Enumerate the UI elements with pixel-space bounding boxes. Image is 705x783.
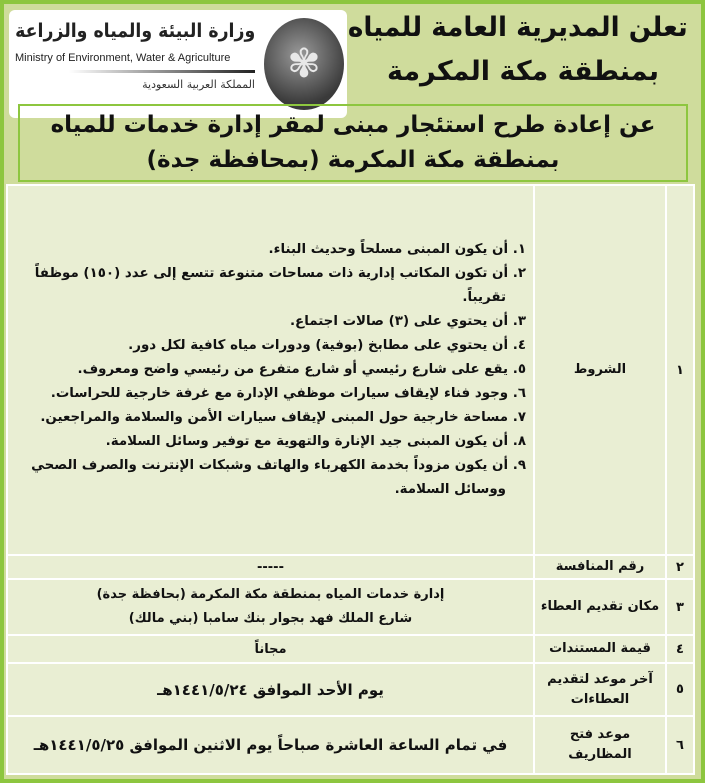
ministry-logo: [9, 10, 347, 118]
table-row: [7, 555, 694, 579]
table-row: [7, 716, 694, 774]
table-row: [7, 185, 694, 555]
country-name-line: [15, 78, 255, 94]
row-number: ٣: [666, 579, 694, 635]
row-label: قيمة المستندات: [534, 635, 666, 663]
condition-item: ٨. أن يكون المبنى جيد الإنارة والتهوية مع توفير وسائل السلامة.: [105, 434, 526, 449]
headline-line: [348, 6, 693, 50]
ministry-name-en-line: [15, 52, 255, 67]
row-label: آخر موعد لتقديم العطاءات: [534, 663, 666, 716]
row-label: موعد فتح المظاريف: [534, 716, 666, 774]
row-number: ٢: [666, 555, 694, 579]
table-row: [7, 579, 694, 635]
envelope-opening-time: في تمام الساعة العاشرة صباحاً يوم الاثنين الموافق ١٤٤١/٥/٢٥هـ: [7, 716, 534, 774]
condition-item: ٧. مساحة خارجية حول المبنى لإيقاف سيارات الأمن والسلامة والمراجعين.: [40, 410, 526, 425]
row-label: رقم المنافسة: [534, 555, 666, 579]
tender-details-table: [6, 184, 695, 775]
subtitle-text: بمنطقة مكة المكرمة (بمحافظة جدة): [146, 147, 560, 173]
subtitle: [18, 104, 688, 182]
row-number: ٦: [666, 716, 694, 774]
ministry-name-ar: وزارة البيئة والمياه والزراعة: [14, 20, 255, 42]
conditions-cell: [7, 185, 534, 555]
conditions-list: [9, 235, 532, 505]
ministry-name-ar-line: [15, 20, 255, 46]
subtitle-text: عن إعادة طرح استئجار مبنى لمقر إدارة خدمات للمياه: [50, 112, 656, 138]
palm-swords-emblem-icon: ✾: [264, 18, 344, 110]
row-number: ١: [666, 185, 694, 555]
row-number: ٥: [666, 663, 694, 716]
condition-item: ٤. أن يحتوي على مطابخ (بوفية) ودورات مياه كافية لكل دور.: [128, 338, 526, 353]
condition-item: ٦. وجود فناء لإيقاف سيارات موظفي الإدارة مع غرفة خارجية للحراسات.: [50, 386, 526, 401]
submission-deadline: يوم الأحد الموافق ١٤٤١/٥/٢٤هـ: [7, 663, 534, 716]
headline: [348, 6, 693, 96]
address-line: شارع الملك فهد بجوار بنك سامبا (بني مالك): [128, 611, 413, 626]
subtitle-line: [26, 108, 680, 143]
table-row: [7, 635, 694, 663]
submission-place: [7, 579, 534, 635]
condition-item: ١. أن يكون المبنى مسلحاً وحديث البناء.: [268, 242, 526, 257]
address-line: إدارة خدمات المياه بمنطقة مكة المكرمة (بحافظة جدة): [96, 587, 445, 602]
row-label: الشروط: [534, 185, 666, 555]
ministry-name-en: Ministry of Environment, Water & Agriculture: [15, 52, 231, 64]
headline-line: [353, 50, 693, 94]
country-name: المملكة العربية السعودية: [142, 78, 255, 91]
headline-text: بمنطقة مكة المكرمة: [386, 56, 660, 87]
condition-item: ٥. يقع على شارع رئيسي أو شارع متفرع من رئيسي واضح ومعروف.: [77, 362, 526, 377]
condition-item: ٩. أن يكون مزوداً بخدمة الكهرباء والهاتف وشبكات الإنترنت والصرف الصحي ووسائل السلامة.: [31, 458, 526, 497]
subtitle-line: [26, 143, 680, 178]
tender-number: -----: [7, 555, 534, 579]
documents-value: مجاناً: [7, 635, 534, 663]
row-number: ٤: [666, 635, 694, 663]
condition-item: ٢. أن تكون المكاتب إدارية ذات مساحات متنوعة تتسع إلى عدد (١٥٠) موظفاً تقريباً.: [34, 266, 526, 305]
row-label: مكان تقديم العطاء: [534, 579, 666, 635]
headline-text: تعلن المديرية العامة للمياه: [348, 12, 689, 43]
table-row: [7, 663, 694, 716]
condition-item: ٣. أن يحتوي على (٣) صالات اجتماع.: [289, 314, 526, 329]
logo-divider: [69, 70, 255, 73]
